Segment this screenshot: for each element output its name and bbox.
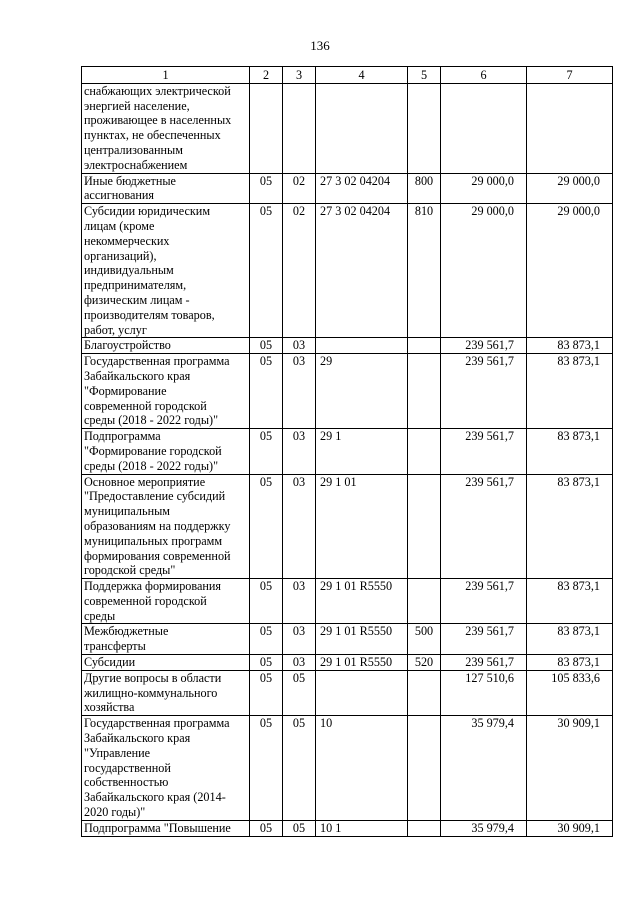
- expense-type-cell: 500: [408, 624, 441, 655]
- row-name-cell: Подпрограмма "Повышение: [82, 820, 250, 836]
- row-name-cell: Субсидии юридическим лицам (кроме некоммерческих организаций), индивидуальным предпринимателям, физическим лицам - производителям товаров, работ, услуг: [82, 204, 250, 338]
- row-name-cell: Субсидии: [82, 655, 250, 671]
- table-body: [82, 83, 613, 836]
- amount-year1-cell: 29 000,0: [441, 204, 527, 338]
- row-name-cell: Межбюджетные трансферты: [82, 624, 250, 655]
- column-header-5: 5: [408, 67, 441, 84]
- target-article-cell: 29 1 01: [316, 474, 408, 579]
- subsection-code-cell: [283, 83, 316, 173]
- amount-year1-cell: 239 561,7: [441, 474, 527, 579]
- column-header-1: 1: [82, 67, 250, 84]
- section-code-cell: 05: [250, 204, 283, 338]
- amount-year2-cell: 30 909,1: [527, 820, 613, 836]
- amount-year2-cell: 29 000,0: [527, 204, 613, 338]
- table-row: [82, 173, 613, 204]
- row-name-cell: Другие вопросы в области жилищно-коммунального хозяйства: [82, 670, 250, 715]
- header-row: [82, 67, 613, 84]
- section-code-cell: 05: [250, 655, 283, 671]
- subsection-code-cell: 03: [283, 354, 316, 429]
- amount-year1-cell: 239 561,7: [441, 354, 527, 429]
- table-row: [82, 579, 613, 624]
- row-name-cell: снабжающих электрической энергией население, проживающее в населенных пунктах, не обеспеченных централизованным электроснабжением: [82, 83, 250, 173]
- table-row: [82, 429, 613, 474]
- section-code-cell: 05: [250, 354, 283, 429]
- row-name-cell: Благоустройство: [82, 338, 250, 354]
- subsection-code-cell: 03: [283, 474, 316, 579]
- expense-type-cell: [408, 354, 441, 429]
- section-code-cell: 05: [250, 716, 283, 821]
- expense-type-cell: [408, 429, 441, 474]
- amount-year1-cell: 29 000,0: [441, 173, 527, 204]
- section-code-cell: 05: [250, 820, 283, 836]
- subsection-code-cell: 05: [283, 670, 316, 715]
- expense-type-cell: [408, 820, 441, 836]
- target-article-cell: 29 1 01 R5550: [316, 579, 408, 624]
- subsection-code-cell: 03: [283, 338, 316, 354]
- subsection-code-cell: 02: [283, 204, 316, 338]
- row-name-cell: Иные бюджетные ассигнования: [82, 173, 250, 204]
- section-code-cell: 05: [250, 624, 283, 655]
- target-article-cell: 10: [316, 716, 408, 821]
- subsection-code-cell: 05: [283, 716, 316, 821]
- amount-year2-cell: 83 873,1: [527, 624, 613, 655]
- table-row: [82, 670, 613, 715]
- amount-year2-cell: 105 833,6: [527, 670, 613, 715]
- row-name-cell: Основное мероприятие "Предоставление субсидий муниципальным образованиям на поддержку муниципальных программ формирования современной городской среды": [82, 474, 250, 579]
- budget-table: [81, 66, 613, 837]
- amount-year2-cell: 83 873,1: [527, 474, 613, 579]
- expense-type-cell: [408, 474, 441, 579]
- target-article-cell: 29: [316, 354, 408, 429]
- amount-year2-cell: 83 873,1: [527, 579, 613, 624]
- subsection-code-cell: 03: [283, 655, 316, 671]
- amount-year2-cell: [527, 83, 613, 173]
- table-row: [82, 338, 613, 354]
- table-row: [82, 820, 613, 836]
- row-name-cell: Государственная программа Забайкальского края "Формирование современной городской среды (2018 - 2022 годы)": [82, 354, 250, 429]
- amount-year2-cell: 83 873,1: [527, 354, 613, 429]
- amount-year1-cell: 35 979,4: [441, 820, 527, 836]
- target-article-cell: 10 1: [316, 820, 408, 836]
- expense-type-cell: 800: [408, 173, 441, 204]
- column-header-4: 4: [316, 67, 408, 84]
- table-row: [82, 624, 613, 655]
- section-code-cell: 05: [250, 579, 283, 624]
- section-code-cell: [250, 83, 283, 173]
- table-row: [82, 83, 613, 173]
- row-name-cell: Поддержка формирования современной городской среды: [82, 579, 250, 624]
- target-article-cell: 29 1 01 R5550: [316, 655, 408, 671]
- amount-year1-cell: 127 510,6: [441, 670, 527, 715]
- page-number: 136: [310, 38, 330, 53]
- section-code-cell: 05: [250, 474, 283, 579]
- amount-year1-cell: 239 561,7: [441, 579, 527, 624]
- expense-type-cell: [408, 83, 441, 173]
- amount-year1-cell: 239 561,7: [441, 655, 527, 671]
- amount-year2-cell: 83 873,1: [527, 429, 613, 474]
- table-row: [82, 655, 613, 671]
- row-name-cell: Подпрограмма "Формирование городской среды (2018 - 2022 годы)": [82, 429, 250, 474]
- column-header-6: 6: [441, 67, 527, 84]
- amount-year2-cell: 83 873,1: [527, 338, 613, 354]
- table-row: [82, 474, 613, 579]
- target-article-cell: [316, 338, 408, 354]
- amount-year1-cell: 35 979,4: [441, 716, 527, 821]
- expense-type-cell: [408, 670, 441, 715]
- subsection-code-cell: 03: [283, 624, 316, 655]
- subsection-code-cell: 02: [283, 173, 316, 204]
- target-article-cell: [316, 670, 408, 715]
- table-row: [82, 354, 613, 429]
- section-code-cell: 05: [250, 173, 283, 204]
- target-article-cell: 27 3 02 04204: [316, 173, 408, 204]
- section-code-cell: 05: [250, 429, 283, 474]
- subsection-code-cell: 03: [283, 579, 316, 624]
- section-code-cell: 05: [250, 670, 283, 715]
- column-header-3: 3: [283, 67, 316, 84]
- amount-year1-cell: 239 561,7: [441, 624, 527, 655]
- expense-type-cell: 810: [408, 204, 441, 338]
- table-row: [82, 716, 613, 821]
- expense-type-cell: [408, 716, 441, 821]
- column-header-7: 7: [527, 67, 613, 84]
- amount-year2-cell: 83 873,1: [527, 655, 613, 671]
- target-article-cell: 29 1 01 R5550: [316, 624, 408, 655]
- amount-year1-cell: 239 561,7: [441, 429, 527, 474]
- target-article-cell: 29 1: [316, 429, 408, 474]
- amount-year1-cell: [441, 83, 527, 173]
- amount-year1-cell: 239 561,7: [441, 338, 527, 354]
- amount-year2-cell: 30 909,1: [527, 716, 613, 821]
- subsection-code-cell: 03: [283, 429, 316, 474]
- section-code-cell: 05: [250, 338, 283, 354]
- table-row: [82, 204, 613, 338]
- expense-type-cell: [408, 338, 441, 354]
- target-article-cell: [316, 83, 408, 173]
- expense-type-cell: 520: [408, 655, 441, 671]
- target-article-cell: 27 3 02 04204: [316, 204, 408, 338]
- subsection-code-cell: 05: [283, 820, 316, 836]
- expense-type-cell: [408, 579, 441, 624]
- amount-year2-cell: 29 000,0: [527, 173, 613, 204]
- column-header-2: 2: [250, 67, 283, 84]
- row-name-cell: Государственная программа Забайкальского края "Управление государственной собственностью Забайкальского края (2014- 2020 годы)": [82, 716, 250, 821]
